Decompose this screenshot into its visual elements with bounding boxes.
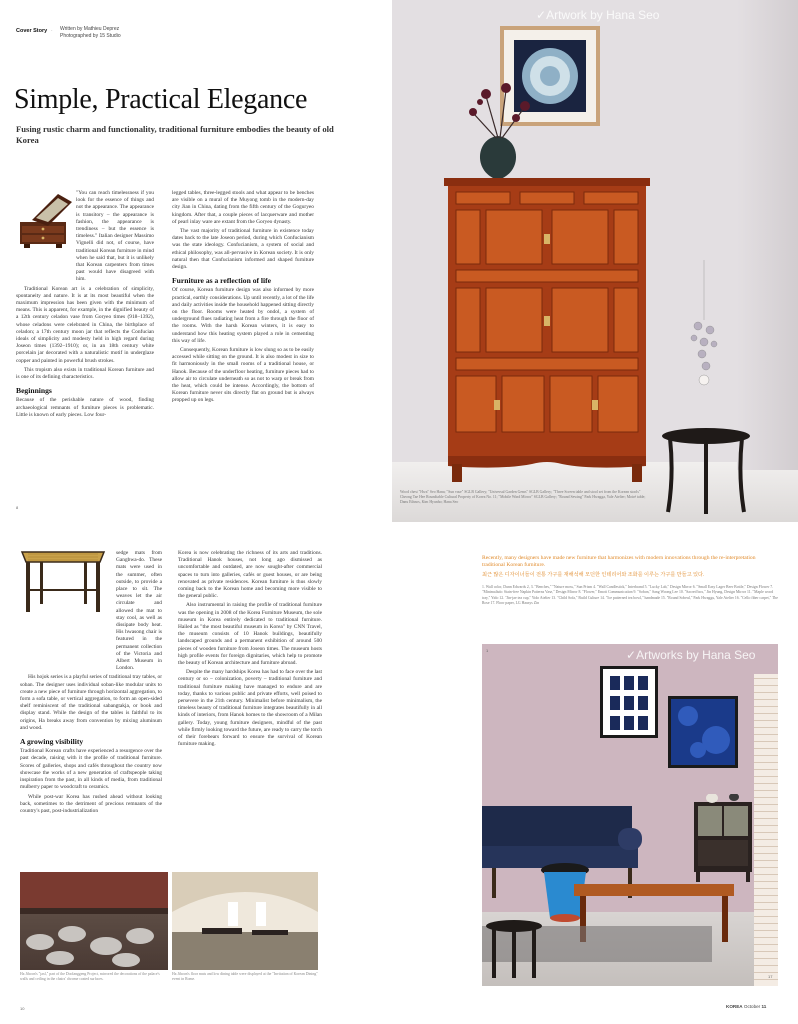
- framed-artwork-left: [600, 666, 658, 738]
- page-subtitle: Fusing rustic charm and functionality, traditional furniture embodies the beauty of old Korea: [16, 124, 334, 145]
- lattice-screen: [754, 674, 778, 986]
- photo-caption-2: Ha Jihoon's floor mats and low dining table were displayed at the "Invitation of Korean Dining" event in Rome.: [172, 972, 318, 981]
- article-column-bl-1: [20, 550, 162, 817]
- watermark-bottom: ✓Artworks by Hana Seo: [626, 648, 756, 662]
- round-tray-table: [484, 920, 544, 980]
- header-credits: [60, 26, 121, 40]
- page-footer-right: [726, 1004, 766, 1009]
- paragraph: Traditional Korean art is a celebration of simplicity, spontaneity and nature. It is at its most beautiful when the maximum impression has been given with the minimum of means. This is apparent, for example, in the dignified beauty of a 12th century celadon vase from Goryeo times (918–1392), whose celadons were celebrated in China, the birthplace of celadon; a 17th century moon jar that reflects the Confucian ideals of simplicity and modesty held in high regard during Joseon times (1392–1910); or, in an 18th century white porcelain jar decorated with a naturalistic motif in underglaze copper and painted in powerful brush strokes.: [16, 285, 154, 364]
- framed-artwork-right: [668, 696, 738, 768]
- paragraph: Also instrumental in raising the profile of traditional furniture was the opening in 2008 of the Korea Furniture Museum, the sole museum in Korea entirely dedicated to traditional furniture. Hailed as "the most beautiful museum in Korea" by CNN Travel, the museum consists of 10 Hanok buildings, beautifully landscaped grounds and a permanent exhibition of around 500 pieces of wooden furniture from Joseon times. The museum hosts high profile events for foreign dignitaries, which help to promote the beauty of Korean architecture and furniture abroad.: [178, 602, 322, 667]
- section-heading: A growing visibility: [20, 737, 84, 747]
- round-side-table: [660, 426, 752, 516]
- hanging-mobile: [684, 260, 724, 390]
- paragraph: Of course, Korean furniture design was also informed by more practical, earthly considerations. Up until recently, a lot of the life and daily activities inside the household happened sitting directly on the floor. Rooms were heated by ondol, a system of underground flues radiating heat from a fire through the floor of the rooms. With the harsh Korean winters, it is easy to understand how this heating system played a role in cementing this way of life.: [172, 287, 315, 344]
- gallery-hall-scene: [172, 872, 318, 970]
- photo-caption-top: Wood chest "Hwa" Seo Hana; "Sun vase" SGLB Gallery; "Universal Garden Gems" SGLB Gallery; "Three Screen table and stool set from the Korean stools" Cheong Tae Hee Roundtable Cultural Property of Korea No. 11; "Mobile Wind Mirror" SGLB Gallery; "Round Sewing" Park Hwagga, Yale Atelier; Moiré table; Danu Ethnos, Kim Hyunho; Hana Seo: [400, 490, 646, 504]
- section-heading: Furniture as a reflection of life: [172, 276, 272, 286]
- photo-label-1: 1: [486, 648, 489, 653]
- paragraph: Korea is now celebrating the richness of its arts and traditions. Traditional Hanok houses, not long ago dismissed as uncomfortable and outdated, are now sought-after commercial spaces to turn into galleries, cafés or guest houses, or are being renovated as private residences. Korean furniture is thus slowly coming back to the Korean home and becoming more visible to the general public.: [178, 550, 322, 600]
- credits-list: 1. Wall color, Dunn Edwards 2, 3. "Benches," "Nature moss," Sun Prism 4. "Wall Candlestick," Interbrand 5. "Lucky Lab," Design Mirror 6. "Small Easy Lager Beer Bottle," Design Flower 7. "Minimalistic Stain-free Napkin Patterns Vase," Design Mirror 8. "Flower," Emoti Communication 9. "Sobon," Sang Woong Lee 10. "Sacred box," Jin Hyung, Design Mirror 11. "Maple wood tray," Yido 12. "Jin-jae tea cup," Yido Atelier 13. "Child Sofa," Build Culture 14. "Ice patterned tea bowl," handmade 15. "Round Sobeul," Park Hwaggu, Yale Atelier 16. "Cello fiber carpet," The Rose 17. Floor paper, LG Hausys Zin: [482, 584, 778, 606]
- living-room-photo: [482, 644, 778, 986]
- page-title: Simple, Practical Elegance: [14, 84, 308, 115]
- intro-english: Recently, many designers have made new furniture that harmonizes with modern innovations through the re-interpretation traditional Korean furniture.: [482, 555, 756, 569]
- paragraph: While post-war Korea has rushed ahead without looking back, sometimes to the detriment of precious remnants of the country's past, post-industrialization: [20, 793, 162, 814]
- header-section: [16, 28, 47, 34]
- article-column-2: [172, 190, 314, 407]
- page-number-top-left: 8: [16, 505, 19, 510]
- photo-label-17: 17: [768, 974, 773, 979]
- mother-of-pearl-cabinet: [694, 794, 752, 882]
- paragraph: sedge mats from Gangbwa-do. These mats were used in the summer, often outside, to provide a place to sit. The weaves let the air circulate and allowed the mat to stay cool, as well as dissipate body heat. His hwasong chair is featured in the permanent collection of the Victoria and Albert Museum in London.: [116, 550, 162, 672]
- paragraph: legged tables, three-legged stools and what appear to be benches are visible on a mural of the Muyong tomb in the modern-day city Jian in China, dating from the fifth century of the Goguryeo kingdom. After that, a couple pieces of lacquerware and mother of pearl inlay ware are extant from the Goryeo dynasty.: [172, 190, 314, 225]
- article-column-bl-2: [178, 550, 322, 750]
- byline-photographer: Photographed by 15 Studio: [60, 33, 121, 39]
- paragraph: Traditional Korean crafts have experienced a resurgence over the past decade, raising with it the profile of traditional furniture. Scores of galleries, shops and cafés throughout the country now showcase the works of a new generation of craftspeople taking inspiration from the past, in all kinds of media, from traditional mulberry paper to woodcraft to ceramics.: [20, 748, 162, 791]
- cabinet-photo: [392, 0, 798, 522]
- traditional-wood-cabinet: [442, 178, 652, 482]
- paragraph: The vast majority of traditional furniture in existence today dates back to the late Joseon period, during which Confucianism was the state ideology. Confucianism, a system of social and ethical philosophy, was all-pervasive in Korean society. It is only natural then that Confucianism informed and shaped furniture design.: [172, 228, 314, 271]
- exhibition-photo-1: [20, 872, 168, 970]
- header-separator: ·: [51, 28, 53, 34]
- intro-text: [482, 555, 778, 606]
- paragraph: His hojok series is a playful series of traditional tray tables, or soban. The designer uses individual soban-like modular units to create a new piece of furniture through horizontal aggregation, to form a sofa table, or vertical aggregation, to form an open-sided shelf reminiscent of the traditional sabangtakja, or book and display stand. While the design of the tables is faithful to its origins, Ha breaks away from convention by mixing aluminum and wood.: [20, 674, 162, 731]
- magazine-name: KOREA: [726, 1004, 743, 1009]
- section-heading: Beginnings: [16, 386, 52, 396]
- exhibition-photo-2: [172, 872, 318, 970]
- photo-caption-1: Ha Jihoon's "jaxl," part of the Doolanggeng Project, mirrored the decorations of the palace's walls and ceiling in the chairs' chrome coated surfaces.: [20, 972, 160, 981]
- section-label: Cover Story: [16, 28, 48, 34]
- article-column-1: [16, 190, 154, 421]
- watermark-top: ✓Artwork by Hana Seo: [536, 8, 660, 22]
- paragraph: Despite the many hardships Korea has had to face over the last century or so – colonization, poverty – traditional furniture and traditional furniture making have managed to endure and are today, thanks to various public and private efforts, well poised to persevere in the 21th century. Minimalist before minimalism, the timeless beauty of traditional furniture integrates beautifully in all kinds of interiors, from Hanok homes to the showroom of a Milan gallery. Today, young furniture designers, mindful of the past while firmly looking toward the future, are ready to carry the torch of their forebears forward to ensure the survival of Korean furniture making.: [178, 669, 322, 748]
- paragraph: "You can reach timelessness if you look for the essence of things and not the appearance. The appearance is transitory – the appearance is fashion, the appearance is trendiness – but the essence is timeless." Italian designer Massimo Vignelli did not, of course, have traditional Korean furniture in mind when he said that, but it is unlikely that Korean carpenters from times past would have disagreed with him.: [76, 190, 154, 283]
- paragraph: Consequently, Korean furniture is low slung so as to be easily accessed while sitting on the ground. It is also modest in size to fit harmoniously in the small rooms of a traditional house, or Hanok. Because of the underfloor heating, furniture pieces had to allow air to circulate underneath so as not to warp or break from the heat, which could be intense. Accordingly, the bottom of Korean furniture never sits directly flat on ground but is always propped up on legs.: [172, 347, 314, 404]
- page-number-bottom-left: 10: [20, 1006, 25, 1011]
- intro-korean: 최근 많은 디자이너들이 전통 가구를 재해석해 모던한 인테리어와 조화를 이루는 가구를 만들고 있다.: [482, 571, 705, 578]
- issue-month: October: [743, 1004, 761, 1009]
- paragraph: This tropism also exists in traditional Korean furniture and is one of its defining characteristics.: [16, 366, 154, 381]
- byline-writer: Written by Mathieu Deprez: [60, 26, 120, 32]
- vase-with-flowers: [458, 76, 548, 182]
- chrome-chairs-scene: [20, 872, 168, 970]
- paragraph: Because of the perishable nature of wood, finding archaeological remnants of furniture pieces is problematic. Little is known of early pieces. Low four-: [16, 397, 154, 418]
- wall-shadow: [737, 0, 798, 470]
- page-number-bottom-right: 11: [761, 1004, 767, 1009]
